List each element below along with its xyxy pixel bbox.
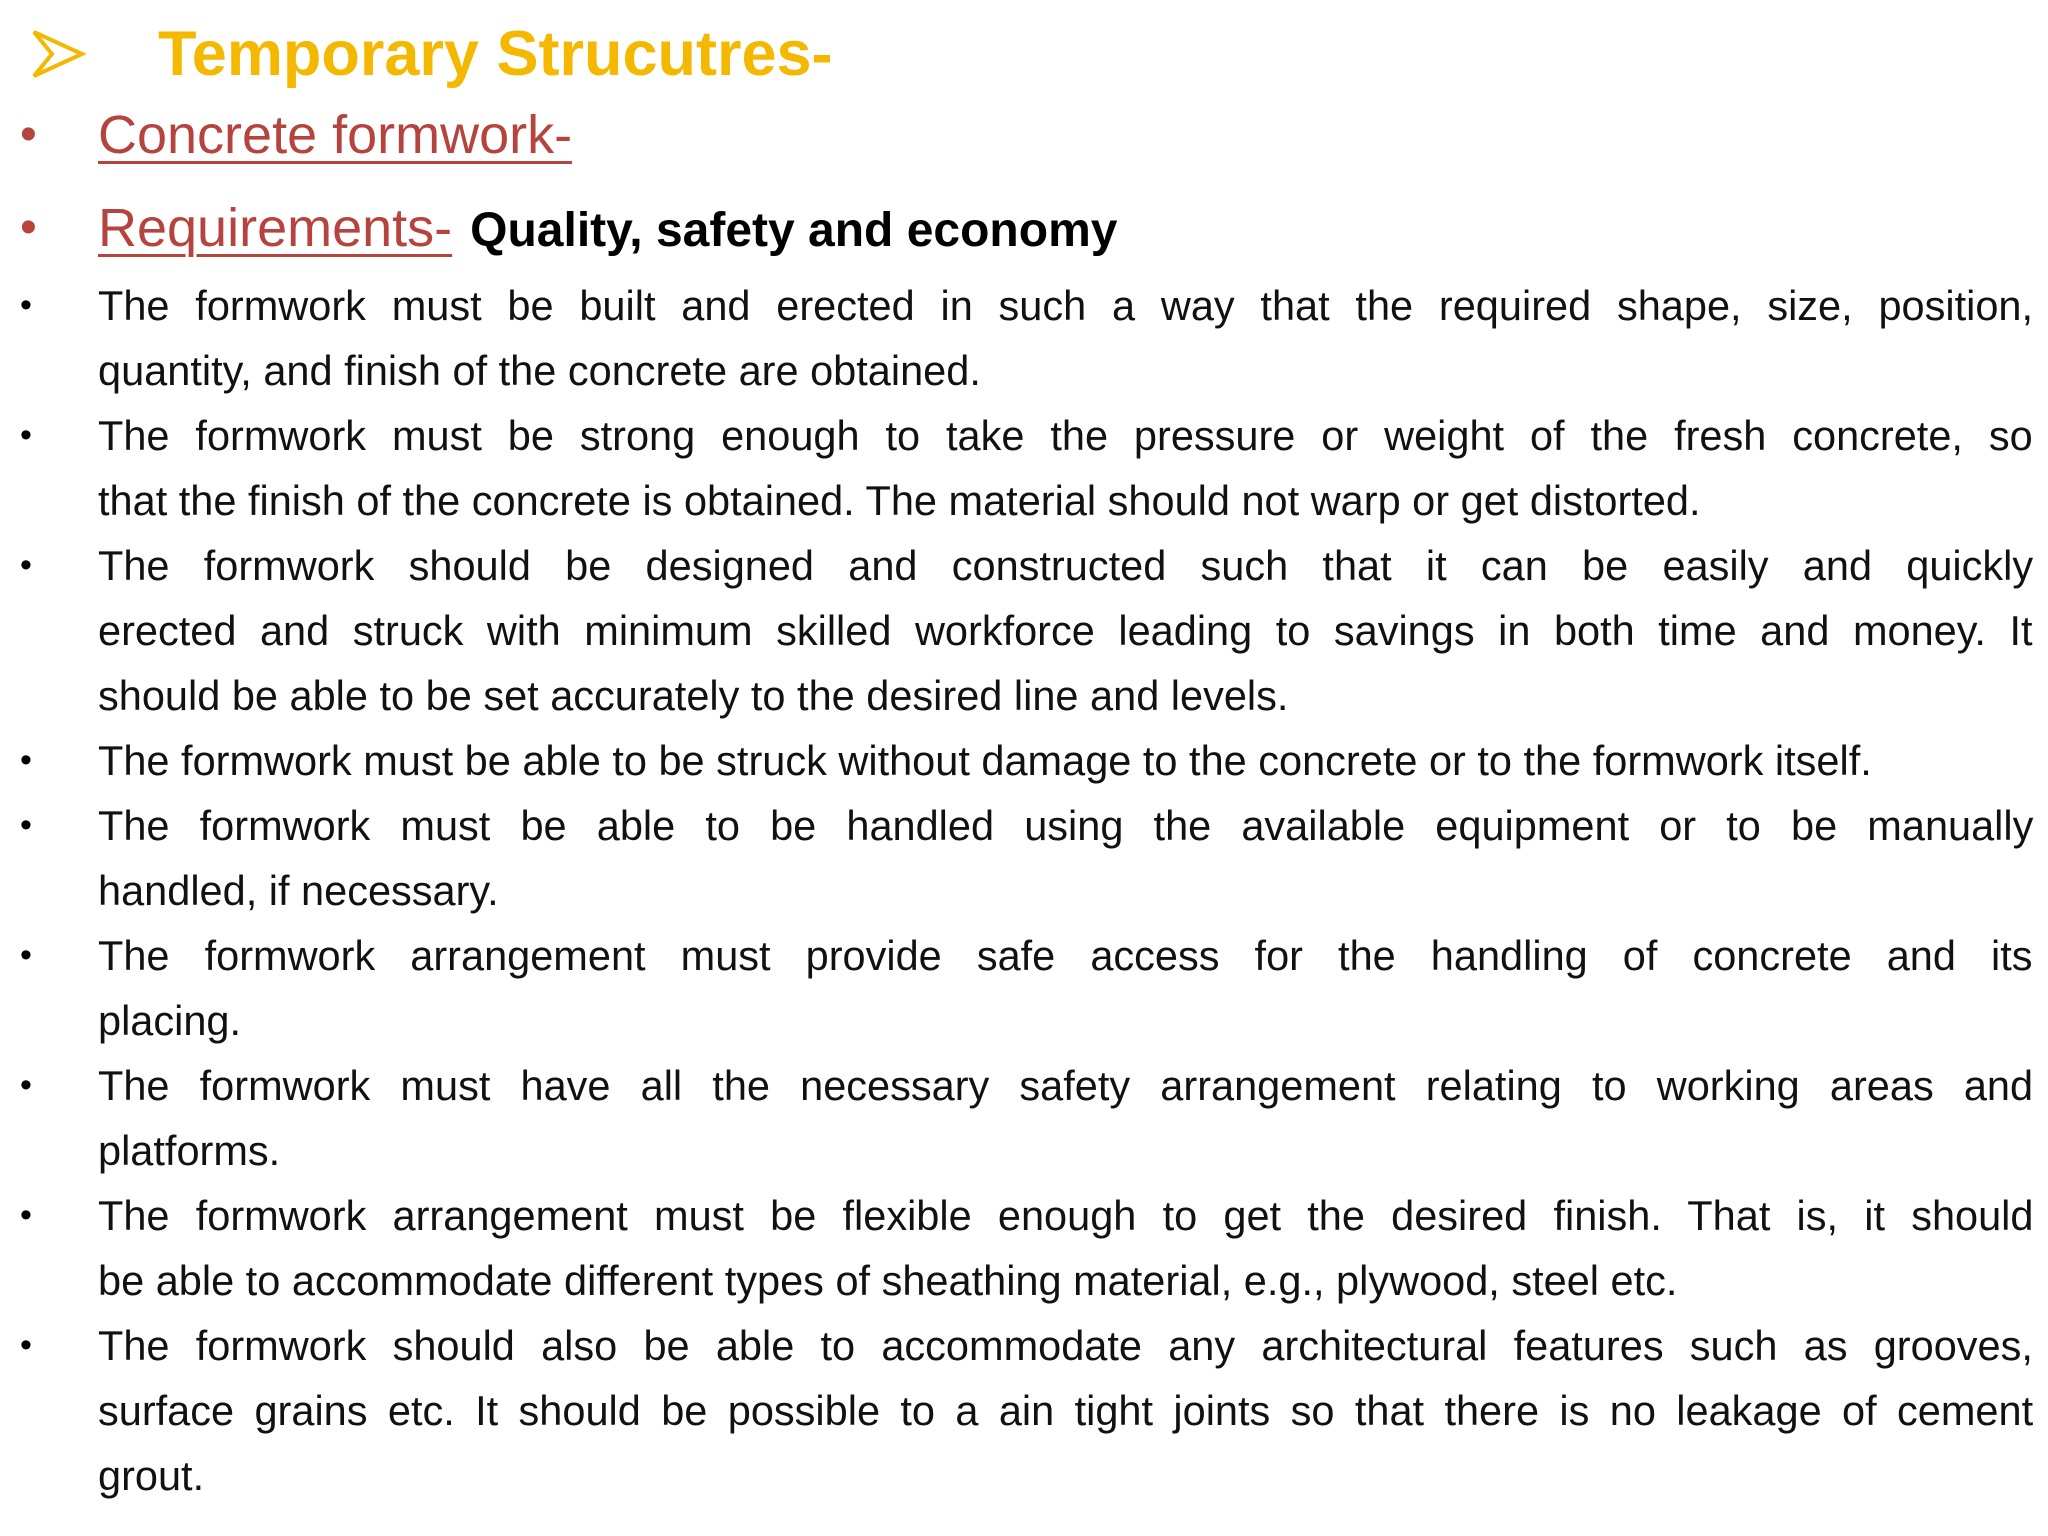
list-item-line: erected and struck with minimum skilled workforce leading to savings in both time and money. It (98, 607, 2033, 654)
list-item-line: grout. (98, 1452, 205, 1499)
list-bullet: • (20, 416, 32, 454)
list-item-line: The formwork arrangement must provide safe access for the handling of concrete and its (98, 932, 2033, 979)
list-item-line: The formwork must be able to be struck without damage to the concrete or to the formwork itself. (98, 737, 1872, 784)
list-item (0, 793, 2048, 923)
list-item (0, 923, 2048, 1053)
list-item-line: should be able to be set accurately to the desired line and levels. (98, 672, 1289, 719)
list-item-line: be able to accommodate different types of sheathing material, e.g., plywood, steel etc. (98, 1257, 1678, 1304)
list-item-line: The formwork should be designed and constructed such that it can be easily and quickly (98, 542, 2034, 589)
list-item-line: platforms. (98, 1127, 281, 1174)
heading-concrete-formwork: Concrete formwork- (98, 105, 573, 165)
heading-row-concrete-formwork (0, 100, 2048, 170)
slide-title: Temporary Strucutres- (158, 19, 833, 89)
list-item (0, 728, 2048, 793)
heading-requirements: Requirements- (98, 198, 453, 258)
title-row (30, 14, 833, 94)
list-item-line: that the finish of the concrete is obtained. The material should not warp or get distorted. (98, 477, 1701, 524)
list-bullet: • (20, 936, 32, 974)
list-item-line: handled, if necessary. (98, 867, 499, 914)
list-bullet: • (20, 546, 32, 584)
heading-requirements-suffix: Quality, safety and economy (470, 204, 1118, 257)
list-bullet: • (20, 741, 32, 779)
list-item-line: The formwork must be able to be handled using the available equipment or to be manually (98, 802, 2034, 849)
list-item-line: placing. (98, 997, 242, 1044)
heading-row-requirements (0, 193, 2048, 263)
list-item-line: The formwork should also be able to accommodate any architectural features such as grooves, (98, 1322, 2033, 1369)
list-item-line: surface grains etc. It should be possible to a ain tight joints so that there is no leakage of cement (98, 1387, 2034, 1434)
list-item-text (98, 1313, 2033, 1508)
heading-requirements-wrap (98, 193, 1117, 266)
list-bullet: • (20, 1326, 32, 1364)
list-item-text (98, 1183, 2033, 1313)
list-item (0, 1183, 2048, 1313)
list-item-line: The formwork must be built and erected in such a way that the required shape, size, position, (98, 282, 2034, 329)
list-item-line: The formwork must have all the necessary safety arrangement relating to working areas and (98, 1062, 2034, 1109)
list-item (0, 403, 2048, 533)
arrow-bullet-icon (30, 26, 86, 82)
list-item-text (98, 728, 2033, 793)
list-item-text (98, 403, 2033, 533)
list-item-text (98, 793, 2033, 923)
list-item-line: The formwork must be strong enough to take the pressure or weight of the fresh concrete, so (98, 412, 2033, 459)
list-bullet: • (20, 806, 32, 844)
heading-bullet: • (20, 108, 37, 161)
list-item (0, 533, 2048, 728)
list-item-line: quantity, and finish of the concrete are obtained. (98, 347, 981, 394)
list-item-text (98, 273, 2033, 403)
list-bullet: • (20, 286, 32, 324)
list-item-text (98, 533, 2033, 728)
list-item-text (98, 923, 2033, 1053)
list-item-line: The formwork arrangement must be flexible enough to get the desired finish. That is, it should (98, 1192, 2034, 1239)
list-item (0, 1053, 2048, 1183)
list-item-text (98, 1053, 2033, 1183)
list-item (0, 273, 2048, 403)
list-item (0, 1313, 2048, 1508)
list-bullet: • (20, 1066, 32, 1104)
list-bullet: • (20, 1196, 32, 1234)
heading-bullet: • (20, 201, 37, 254)
